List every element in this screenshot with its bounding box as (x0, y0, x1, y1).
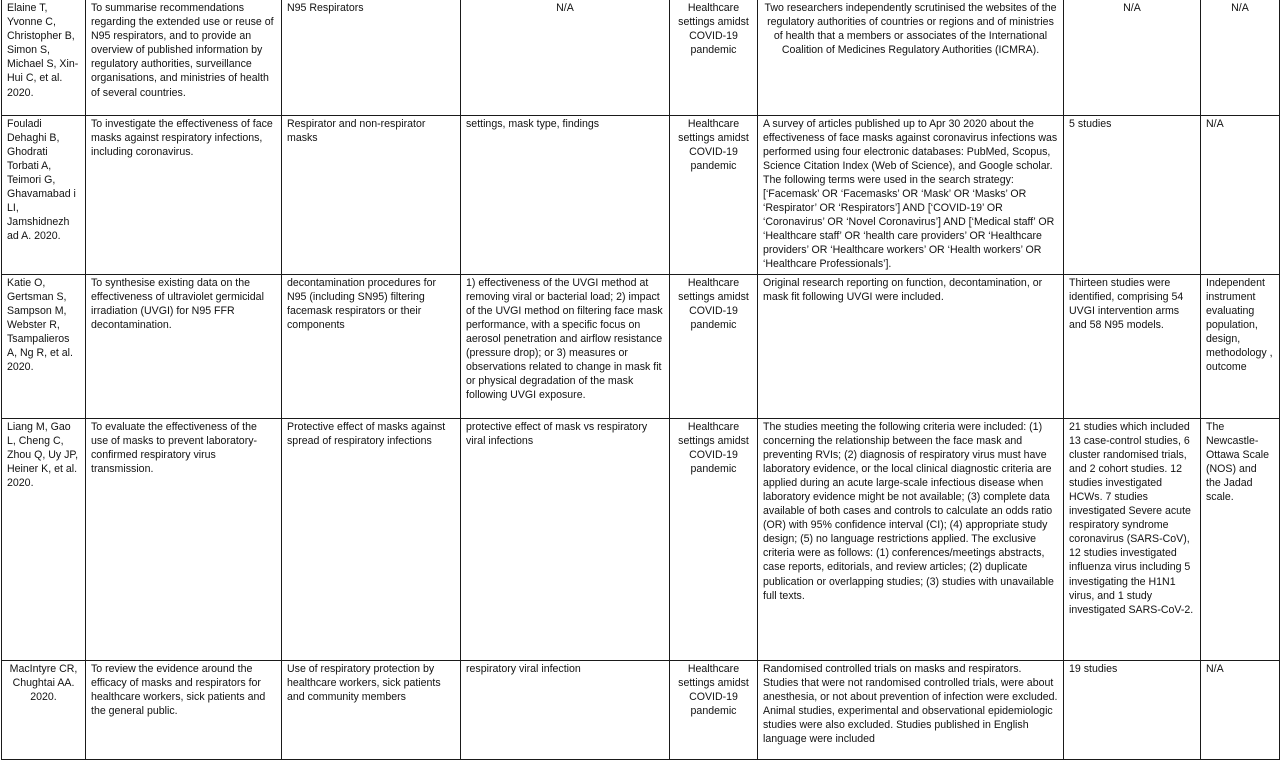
setting-cell: Healthcare settings amidst COVID-19 pandemic (670, 274, 758, 418)
setting-cell: Healthcare settings amidst COVID-19 pandemic (670, 660, 758, 759)
criteria-cell: Two researchers independently scrutinised the websites of the regulatory authorities of countries or regions and of ministries of health that a members or associates of the International Coalition of Medicines Regulatory Authorities (ICMRA). (758, 0, 1064, 115)
setting-cell: Healthcare settings amidst COVID-19 pandemic (670, 115, 758, 274)
authors-cell: Liang M, Gao L, Cheng C, Zhou Q, Uy JP, Heiner K, et al. 2020. (2, 418, 86, 660)
criteria-cell: A survey of articles published up to Apr 30 2020 about the effectiveness of face masks against coronavirus infections was performed using four electronic databases: PubMed, Scopus, Science Citation Index (Web of Science), and Google scholar. The following terms were used in the search strategy: [‘Facemask’ OR ‘Facemasks’ OR ‘Mask’ OR ‘Masks’ OR ‘Respirator’ OR ‘Respirators’] AND [‘COVID-19’ OR ‘Coronavirus’ OR ‘Novel Coronavirus’] AND [‘Medical staff’ OR ‘Healthcare staff’ OR ‘health care providers’ OR ‘Healthcare providers’ OR ‘Healthcare workers’ OR ‘Health workers’ OR ‘Healthcare Professionals’]. (758, 115, 1064, 274)
criteria-cell: Randomised controlled trials on masks and respirators. Studies that were not randomised controlled trials, were about anesthesia, or not about prevention of infection were excluded. Animal studies, experimental and observational epidemiologic studies were also excluded. Studies published in English language were included (758, 660, 1064, 759)
studies-cell: Thirteen studies were identified, comprising 54 UVGI intervention arms and 58 N95 models. (1064, 274, 1201, 418)
intervention-cell: decontamination procedures for N95 (including SN95) filtering facemask respirators or their components (282, 274, 461, 418)
intervention-cell: Respirator and non-respirator masks (282, 115, 461, 274)
table-row (2, 660, 1280, 759)
quality-cell: N/A (1201, 660, 1280, 759)
quality-cell: N/A (1201, 0, 1280, 115)
studies-cell: N/A (1064, 0, 1201, 115)
table-row (2, 274, 1280, 418)
authors-cell: Katie O, Gertsman S, Sampson M, Webster R, Tsampalieros A, Ng R, et al. 2020. (2, 274, 86, 418)
authors-cell: Elaine T, Yvonne C, Christopher B, Simon S, Michael S, Xin-Hui C, et al. 2020. (2, 0, 86, 115)
review-summary-table (1, 0, 1280, 760)
intervention-cell: N95 Respirators (282, 0, 461, 115)
table-row (2, 0, 1280, 115)
quality-cell: Independent instrument evaluating population, design, methodology , outcome (1201, 274, 1280, 418)
studies-cell: 21 studies which included 13 case-control studies, 6 cluster randomised trials, and 2 cohort studies. 12 studies investigated HCWs. 7 studies investigated Severe acute respiratory syndrome coronavirus (SARS-CoV), 12 studies investigated influenza virus including 5 investigating the H1N1 virus, and 1 study investigated SARS-CoV-2. (1064, 418, 1201, 660)
studies-cell: 19 studies (1064, 660, 1201, 759)
objective-cell: To summarise recommendations regarding the extended use or reuse of N95 respirators, and to provide an overview of published information by regulatory authorities, surveillance organisations, and ministries of health of several countries. (86, 0, 282, 115)
setting-cell: Healthcare settings amidst COVID-19 pandemic (670, 0, 758, 115)
objective-cell: To synthesise existing data on the effectiveness of ultraviolet germicidal irradiation (UVGI) for N95 FFR decontamination. (86, 274, 282, 418)
intervention-cell: Use of respiratory protection by healthcare workers, sick patients and community members (282, 660, 461, 759)
outcome-cell: respiratory viral infection (461, 660, 670, 759)
intervention-cell: Protective effect of masks against spread of respiratory infections (282, 418, 461, 660)
objective-cell: To investigate the effectiveness of face masks against respiratory infections, including coronavirus. (86, 115, 282, 274)
outcome-cell: N/A (461, 0, 670, 115)
authors-cell: MacIntyre CR, Chughtai AA. 2020. (2, 660, 86, 759)
studies-cell: 5 studies (1064, 115, 1201, 274)
objective-cell: To evaluate the effectiveness of the use of masks to prevent laboratory-confirmed respiratory virus transmission. (86, 418, 282, 660)
table-row (2, 418, 1280, 660)
authors-cell: Fouladi Dehaghi B, Ghodrati Torbati A, Teimori G, Ghavamabad i LI, Jamshidnezh ad A. 2020. (2, 115, 86, 274)
outcome-cell: 1) effectiveness of the UVGI method at removing viral or bacterial load; 2) impact of the UVGI method on filtering face mask performance, with a specific focus on aerosol penetration and airflow resistance (pressure drop); or 3) measures or observations related to change in mask fit or physical degradation of the mask following UVGI exposure. (461, 274, 670, 418)
outcome-cell: protective effect of mask vs respiratory viral infections (461, 418, 670, 660)
quality-cell: The Newcastle-Ottawa Scale (NOS) and the Jadad scale. (1201, 418, 1280, 660)
table-row (2, 115, 1280, 274)
outcome-cell: settings, mask type, findings (461, 115, 670, 274)
objective-cell: To review the evidence around the efficacy of masks and respirators for healthcare workers, sick patients and the general public. (86, 660, 282, 759)
quality-cell: N/A (1201, 115, 1280, 274)
criteria-cell: The studies meeting the following criteria were included: (1) concerning the relationship between the face mask and preventing RVIs; (2) diagnosis of respiratory virus must have laboratory evidence, or the local clinical diagnostic criteria are applied during an acute large-scale infectious disease when laboratory evidence might be not available; (3) complete data available of both cases and controls to calculate an odds ratio (OR) with 95% confidence interval (CI); (4) appropriate study design; (5) no language restrictions applied. The exclusive criteria were as follows: (1) conferences/meetings abstracts, case reports, editorials, and review articles; (2) duplicate publication or overlapping studies; (3) studies with unavailable full texts. (758, 418, 1064, 660)
criteria-cell: Original research reporting on function, decontamination, or mask fit following UVGI were included. (758, 274, 1064, 418)
setting-cell: Healthcare settings amidst COVID-19 pandemic (670, 418, 758, 660)
